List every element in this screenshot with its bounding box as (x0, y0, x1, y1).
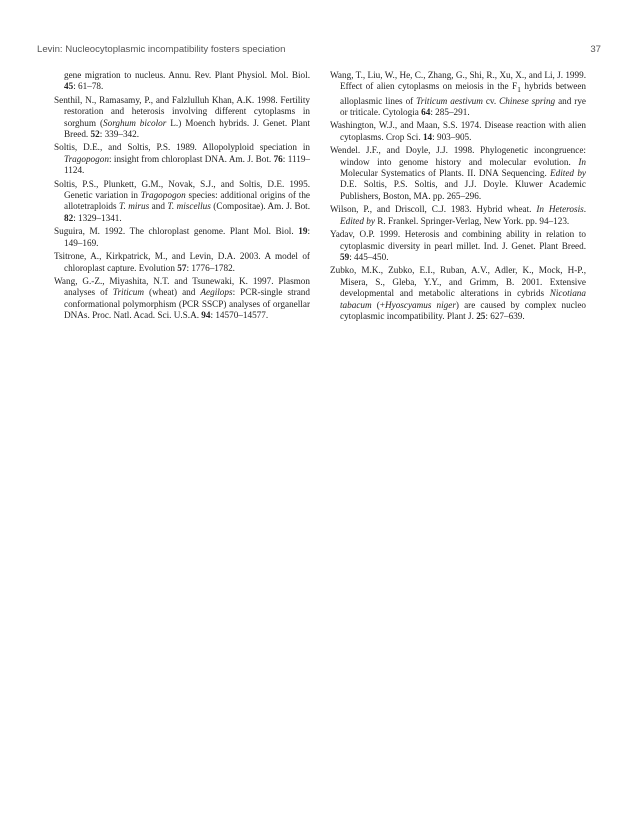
reference-text: R. Frankel. Springer-Verlag, New York. pp. 94–123. (374, 215, 570, 226)
reference-text: and rye or triticale. Cytologia (340, 95, 586, 118)
reference-text: (wheat) and (144, 287, 201, 298)
reference-text: Triticum (112, 287, 144, 298)
reference-text: hybrids between alloplasmic lines of (340, 81, 586, 106)
reference-text: ) are caused by complex nucleo cytoplasmic incompatibility. Plant J. (340, 299, 586, 321)
reference-text: : 445–450. (349, 251, 389, 262)
reference-text: : 339–342. (99, 129, 140, 140)
reference-entry (54, 226, 310, 249)
reference-entry (54, 142, 310, 176)
reference-entry (54, 276, 310, 322)
running-title: Levin: Nucleocytoplasmic incompatibility fosters speciation (37, 44, 286, 55)
reference-text: Chinese spring (499, 95, 556, 106)
reference-entry (54, 95, 310, 141)
reference-text: : insight from chloroplast DNA. Am. J. Bot. (108, 153, 274, 164)
reference-text: : 1329–1341. (73, 212, 122, 223)
reference-text: Wang, T., Liu, W., He, C., Zhang, G., Shi, R., Xu, X., and Li, J. 1999. Effect of alien cytoplasms on meiosis in the F (330, 70, 586, 92)
reference-text: 82 (64, 212, 74, 223)
reference-text: Wendel. J.F., and Doyle, J.J. 1998. Phylogenetic incongruence: window into genome history and molecular evolution. (330, 145, 586, 167)
references-left-column (54, 70, 310, 324)
reference-entry (330, 145, 586, 202)
reference-text: 14 (422, 131, 433, 142)
reference-text: Wang, G.-Z., Miyashita, N.T. and Tsunewaki, K. 1997. Plasmon analyses of (54, 275, 310, 298)
reference-entry (330, 265, 586, 322)
reference-text: T. miscellus (167, 201, 211, 212)
reference-text: 19 (298, 226, 308, 237)
reference-text: Triticum aestivum (416, 95, 483, 106)
reference-entry (54, 70, 310, 93)
reference-text: In Heterosis (536, 204, 584, 215)
reference-text: (+ (371, 299, 385, 310)
reference-text: . (583, 204, 586, 215)
reference-entry (54, 251, 310, 274)
reference-text: Washington, W.J., and Maan, S.S. 1974. Disease reaction with alien cytoplasms. Crop Sci. (330, 120, 586, 142)
reference-text: Yadav, O.P. 1999. Heterosis and combining ability in relation to cytoplasmic diversity in pearl millet. Ind. J. Genet. Plant Breed. (330, 229, 586, 251)
reference-text: T. mirus (119, 201, 150, 212)
reference-text: cv. (482, 95, 500, 106)
reference-text: : 285–291. (430, 107, 470, 118)
reference-text: : 903–905. (432, 131, 472, 142)
reference-text: D.E. Soltis, P.S. Soltis, and J.J. Doyle. Kluwer Academic Publishers, Boston, MA. pp. 265–296. (340, 179, 586, 201)
reference-text: Edited by (550, 168, 586, 179)
reference-text: species: additional origins of the allotetraploids (64, 190, 310, 212)
reference-entry (330, 204, 586, 227)
reference-entry (54, 179, 310, 225)
reference-text: 59 (340, 251, 350, 262)
reference-text: In (578, 156, 586, 167)
reference-entry (330, 70, 586, 118)
reference-text: Wilson, P., and Driscoll, C.J. 1983. Hybrid wheat. (330, 204, 537, 215)
reference-text: L.) Moench hybrids. J. Genet. Plant Breed. (64, 117, 310, 140)
reference-text: 76 (273, 153, 283, 164)
reference-text: Soltis, P.S., Plunkett, G.M., Novak, S.J., and Soltis, D.E. 1995. Genetic variation in (54, 178, 310, 201)
reference-text: Senthil, N., Ramasamy, P., and Falzlulluh Khan, A.K. 1998. Fertility restoration and heterosis involving different cytoplasms in sorghum ( (54, 94, 310, 128)
reference-text: Nicotiana tabacum (340, 288, 586, 310)
reference-text: Soltis, D.E., and Soltis, P.S. 1989. Allopolyploid speciation in (54, 142, 310, 153)
reference-text: (Compositae). Am. J. Bot. (210, 201, 311, 212)
reference-text: : 61–78. (73, 81, 104, 92)
reference-text: Zubko, M.K., Zubko, E.I., Ruban, A.V., Adler, K., Mock, H-P., Misera, S., Gleba, Y.Y., and Grimm, B. 2001. Extensive developmental and metabolic alterations in cybrids (330, 265, 586, 299)
reference-text: : 627–639. (485, 310, 525, 321)
reference-text: Tragopogon (140, 190, 186, 201)
reference-text: Sorghum bicolor (103, 117, 167, 128)
reference-text: : PCR-single strand conformational polymorphism (PCR SSCP) analyses of organellar DNAs. Proc. Natl. Acad. Sci. U.S.A. (64, 287, 310, 321)
reference-text: : 1776–1782. (186, 262, 235, 273)
references-right-column (330, 70, 586, 324)
reference-text: Tsitrone, A., Kirkpatrick, M., and Levin, D.A. 2003. A model of chloroplast capture. Evolution (54, 251, 310, 273)
reference-text: 1 (517, 85, 521, 95)
reference-text: Molecular Systematics of Plants. II. DNA Sequencing. (340, 168, 551, 179)
reference-text: Suguira, M. 1992. The chloroplast genome. Plant Mol. Biol. (54, 226, 299, 237)
reference-text: Hyoscyamus niger (384, 299, 456, 310)
reference-text: gene migration to nucleus. Annu. Rev. Plant Physiol. Mol. Biol. (64, 70, 310, 80)
reference-text: 25 (476, 310, 486, 321)
reference-text: 64 (421, 107, 431, 118)
reference-text: 94 (201, 310, 211, 321)
reference-text: : 1119–1124. (64, 153, 311, 176)
reference-text: : 14570–14577. (210, 310, 269, 321)
reference-text: Aegilops (200, 287, 233, 298)
reference-text: 57 (177, 262, 187, 273)
page-number: 37 (590, 44, 601, 55)
reference-text: Tragopogon (64, 153, 109, 164)
reference-text: 45 (64, 81, 74, 92)
reference-text: Edited by (340, 215, 375, 226)
reference-text: and (149, 201, 168, 212)
reference-text: : 149–169. (64, 226, 310, 248)
reference-entry (330, 120, 586, 143)
reference-entry (330, 229, 586, 263)
reference-text: 52 (90, 129, 100, 140)
